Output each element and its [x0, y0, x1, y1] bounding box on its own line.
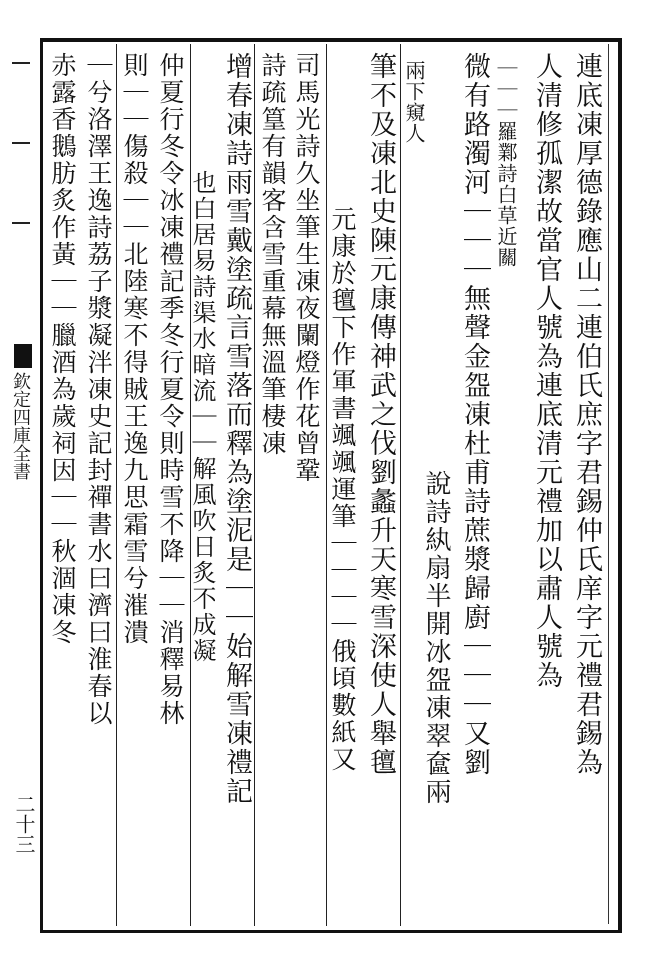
text-column-8: 元康於氊下作軍書颯颯運筆｜｜｜｜俄頃數紙又 [328, 206, 357, 773]
text-column-1: 連底凍厚德錄應山二連伯氏庶字君錫仲氏庠字元禮君錫為 [571, 52, 602, 777]
text-column-3: ｜｜｜羅鄴詩白草近關 [494, 58, 518, 268]
folio-number: 二十三 [12, 794, 36, 854]
bottom-border [40, 930, 622, 933]
inner-right-rule [608, 44, 609, 924]
text-column-4: 微有路濁河｜｜｜無聲金盌凍杜甫詩蔗漿歸廚｜｜｜又劉 [459, 52, 490, 777]
text-column-6: 兩下窺人 [402, 60, 426, 144]
column-rule [400, 44, 401, 926]
text-column-16: 赤露香鵝肪炙作黃｜｜臘酒為歲祠因｜｜秋涸凍冬 [48, 52, 77, 646]
margin-block [14, 344, 32, 368]
margin-title: 欽定四庫全書 [10, 372, 31, 480]
text-column-11: 增春凍詩雨雪戴塗疏言雪落而釋為塗泥是｜｜始解雪凍禮記 [221, 52, 252, 806]
text-column-14: 則｜｜傷殺｜｜北陸寒不得賊王逸九思霜雪兮漼潰 [120, 52, 149, 646]
margin-dash [12, 142, 30, 144]
margin-dash [12, 62, 30, 64]
text-column-13: 仲夏行冬令冰凍禮記季冬行夏令則時雪不降｜｜消釋易林 [156, 52, 185, 727]
margin-strip [4, 52, 38, 932]
right-border [618, 38, 622, 933]
text-column-9: 司馬光詩久坐筆生凍夜闌燈作花曾鞏 [292, 52, 321, 484]
text-column-7: 筆不及凍北史陳元康傳神武之伐劉蠡升天寒雪深使人舉氊 [365, 52, 396, 777]
text-column-12: 也白居易詩渠水暗流｜｜解風吹日炙不成凝 [188, 170, 216, 664]
text-column-15: ｜兮洛澤王逸詩荔子漿凝泮凍史記封禪書水曰濟曰淮春以 [84, 52, 113, 727]
top-border [40, 38, 622, 42]
text-column-10: 詩疏篁有韻客含雪重幕無溫筆棲凍 [258, 52, 287, 457]
text-column-5: 說詩紈扇半開冰盌凍翠奩兩 [421, 470, 451, 806]
text-column-2: 人清修孤潔故當官人號為連底清元禮加以肅人號為 [531, 52, 562, 690]
margin-dash [12, 222, 30, 224]
